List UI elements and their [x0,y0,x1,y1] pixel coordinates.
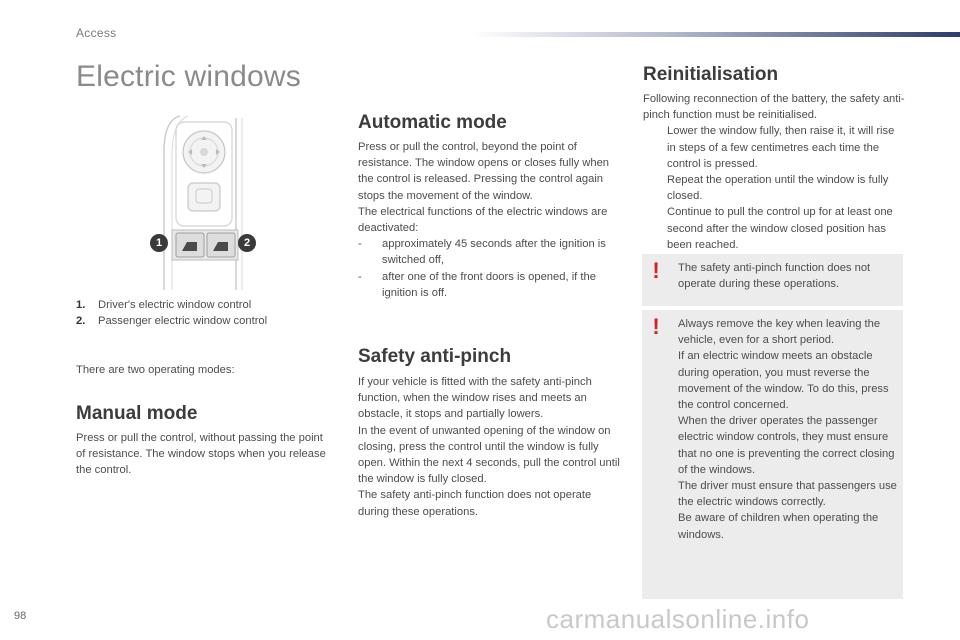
bullet-marker [643,172,667,204]
list-item [358,236,623,268]
automatic-mode-p1: Press or pull the control, beyond the point of resistance. The window opens or closes fully when the control is released. Pressing the control again stops the movement of the window. [358,141,610,202]
safety-anti-pinch-body [358,374,623,520]
safety-p3: The safety anti-pinch function does not operate during these operations. [358,489,592,518]
header-accent-bar [470,32,960,37]
warning-box-safety [642,310,903,599]
window-controls-illustration [150,112,260,290]
safety-anti-pinch-heading: Safety anti-pinch [358,346,512,367]
legend-number: 1. [76,299,86,311]
illustration-legend [76,297,336,329]
list-item-text: Lower the window fully, then raise it, it will rise in steps of a few centimetres each time the control is pressed. [667,125,895,170]
safety-p2: In the event of unwanted opening of the window on closing, press the control until the window is fully open. Within the next 4 seconds, pull the control until the window is fully closed. [358,424,620,486]
page-title: Electric windows [76,60,301,93]
manual-mode-heading: Manual mode [76,403,198,424]
bullet-marker [643,123,667,172]
list-item [643,172,905,204]
warning-text: The safety anti-pinch function does not operate during these operations. [678,262,871,291]
list-item [358,269,623,301]
callout-1: 1 [150,234,168,252]
list-item [643,204,905,253]
list-item-text: approximately 45 seconds after the ignition is switched off, [382,238,606,267]
list-item-text: Repeat the operation until the window is fully closed. [667,174,889,203]
reinit-intro: Following reconnection of the battery, the safety anti-pinch function must be reinitialised. [643,93,905,122]
legend-text: Passenger electric window control [98,315,268,327]
warning-p1: Always remove the key when leaving the vehicle, even for a short period. [678,318,881,347]
list-item-text: Continue to pull the control up for at least one second after the window closed position has been reached. [667,206,893,251]
warning-p2: If an electric window meets an obstacle during operation, you must reverse the movement of the window. To do this, press the control concerned. [678,350,889,412]
reinitialisation-body [643,91,905,253]
list-item-text: after one of the front doors is opened, if the ignition is off. [382,270,596,299]
automatic-mode-body [358,139,623,301]
warning-icon: ! [652,314,660,339]
page-number: 98 [14,610,27,622]
warning-text [678,316,900,543]
reinitialisation-heading: Reinitialisation [643,64,779,85]
list-item [643,123,905,172]
dash-marker: - [358,238,362,251]
dash-marker: - [358,270,362,283]
warning-p5: Be aware of children when operating the windows. [678,512,879,541]
legend-item [76,297,336,313]
warning-p4: The driver must ensure that passengers use the electric windows correctly. [678,480,897,509]
manual-mode-text: Press or pull the control, without passing the point of resistance. The window stops when you release the control. [76,432,326,477]
warning-icon: ! [652,258,660,283]
warning-box-anti-pinch [642,254,903,306]
warning-p3: When the driver operates the passenger electric window controls, they must ensure that no one is preventing the correct closing of the windows. [678,415,895,476]
safety-p1: If your vehicle is fitted with the safety anti-pinch function, when the window rises and meets an obstacle, it stops and partially lowers. [358,376,592,421]
modes-intro: There are two operating modes: [76,364,235,376]
legend-number: 2. [76,315,86,327]
automatic-mode-p2: The electrical functions of the electric windows are deactivated: [358,205,608,235]
watermark: carmanualsonline.info [546,604,810,634]
legend-item [76,313,336,329]
section-label: Access [76,26,117,40]
callout-2: 2 [238,234,256,252]
bullet-marker [643,204,667,253]
legend-text: Driver's electric window control [98,299,252,311]
automatic-mode-heading: Automatic mode [358,112,507,133]
